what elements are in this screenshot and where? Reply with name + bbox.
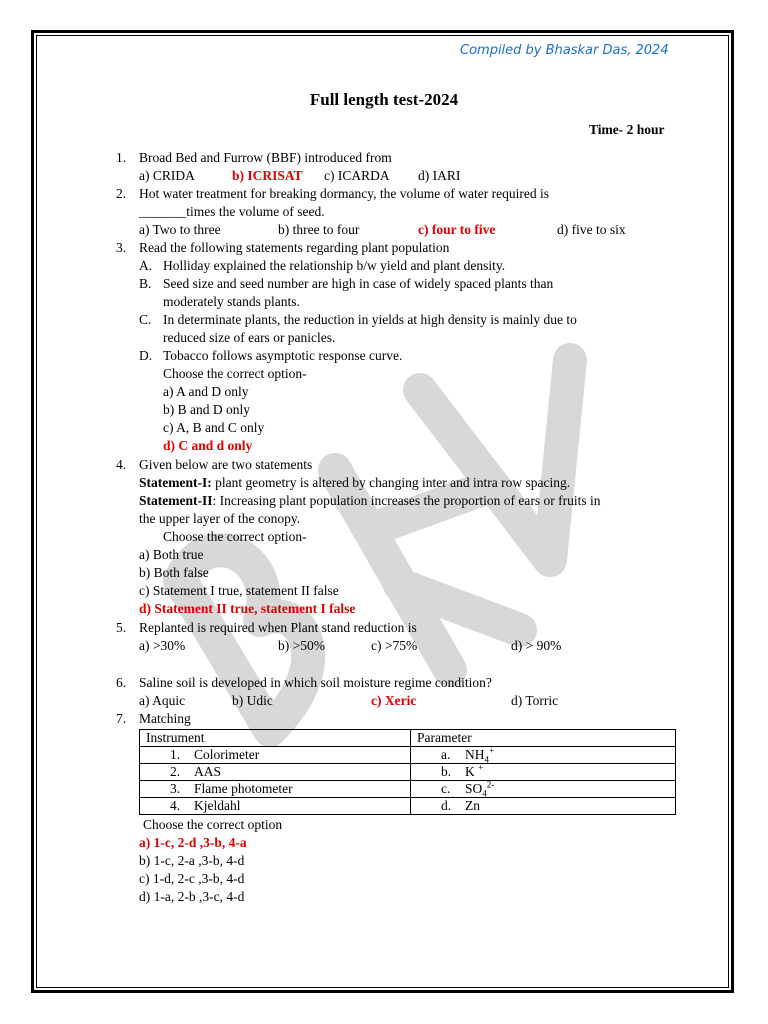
q5-option-c: c) >75% bbox=[371, 638, 418, 653]
matching-table bbox=[139, 729, 676, 815]
q4-statement-2-cont: the upper layer of the conopy. bbox=[139, 511, 301, 526]
q6-number: 6. bbox=[116, 675, 127, 690]
row-number: 3. bbox=[170, 781, 181, 796]
q7-text: Matching bbox=[139, 711, 191, 726]
q6-option-b: b) Udic bbox=[232, 693, 273, 708]
q3-statement-b-1: Seed size and seed number are high in case of widely spaced plants than bbox=[163, 276, 554, 291]
instrument-name: Colorimeter bbox=[194, 747, 260, 762]
q4-number: 4. bbox=[116, 457, 127, 472]
q4-statement-1 bbox=[139, 474, 570, 492]
q4-statement-2 bbox=[139, 492, 601, 510]
q3-statement-a: Holliday explained the relationship b/w yield and plant density. bbox=[163, 258, 506, 273]
q1-option-c: c) ICARDA bbox=[324, 168, 390, 183]
q1-option-b-answer: b) ICRISAT bbox=[232, 168, 303, 183]
parameter-cell bbox=[411, 747, 676, 764]
q2-option-b: b) three to four bbox=[278, 222, 360, 237]
q4-statement-2-label: Statement-II bbox=[139, 493, 213, 508]
q4-option-a: a) Both true bbox=[139, 547, 204, 562]
q3-option-a: a) A and D only bbox=[163, 384, 249, 399]
q7-number: 7. bbox=[116, 711, 127, 726]
q3-statement-a-label: A. bbox=[139, 258, 153, 273]
q3-statement-d: Tobacco follows asymptotic response curve. bbox=[163, 348, 403, 363]
q7-option-c: c) 1-d, 2-c ,3-b, 4-d bbox=[139, 871, 245, 886]
q2-option-c-answer: c) four to five bbox=[418, 222, 496, 237]
q4-text: Given below are two statements bbox=[139, 457, 313, 472]
parameter-name: NH bbox=[465, 747, 485, 762]
instrument-name: Kjeldahl bbox=[194, 798, 241, 813]
q2-text-2: _______times the volume of seed. bbox=[139, 204, 325, 219]
q5-option-d: d) > 90% bbox=[511, 638, 562, 653]
q5-text: Replanted is required when Plant stand reduction is bbox=[139, 620, 417, 635]
row-number: 2. bbox=[170, 764, 181, 779]
row-number: 1. bbox=[170, 747, 181, 762]
parameter-cell bbox=[411, 798, 676, 815]
header-parameter: Parameter bbox=[411, 730, 676, 747]
instrument-cell bbox=[140, 747, 411, 764]
q3-statement-c-2: reduced size of ears or panicles. bbox=[163, 330, 336, 345]
q1-number: 1. bbox=[116, 150, 127, 165]
row-letter: c. bbox=[441, 781, 451, 796]
q4-statement-2-text: : Increasing plant population increases the proportion of ears or fruits in bbox=[212, 493, 601, 508]
q6-option-a: a) Aquic bbox=[139, 693, 186, 708]
q4-option-c: c) Statement I true, statement II false bbox=[139, 583, 339, 598]
q2-option-d: d) five to six bbox=[557, 222, 626, 237]
parameter-sup: + bbox=[489, 745, 495, 756]
instrument-name: AAS bbox=[194, 764, 222, 779]
page-title: Full length test-2024 bbox=[309, 90, 459, 109]
q2-number: 2. bbox=[116, 186, 127, 201]
q7-option-b: b) 1-c, 2-a ,3-b, 4-d bbox=[139, 853, 245, 868]
q3-text: Read the following statements regarding plant population bbox=[139, 240, 450, 255]
row-letter: b. bbox=[441, 764, 452, 779]
q3-option-b: b) B and D only bbox=[163, 402, 250, 417]
q3-statement-c-label: C. bbox=[139, 312, 152, 327]
q5-option-a: a) >30% bbox=[139, 638, 186, 653]
q4-statement-1-text: plant geometry is altered by changing inter and intra row spacing. bbox=[211, 475, 571, 490]
parameter-sub: 4 bbox=[482, 788, 487, 799]
time-label: Time- 2 hour bbox=[589, 122, 665, 137]
q3-statement-d-label: D. bbox=[139, 348, 153, 363]
instrument-cell bbox=[140, 764, 411, 781]
q3-number: 3. bbox=[116, 240, 127, 255]
parameter-sup: 2- bbox=[486, 779, 495, 790]
q3-option-d-answer: d) C and d only bbox=[163, 438, 253, 453]
parameter-name: K bbox=[465, 764, 479, 779]
instrument-cell bbox=[140, 798, 411, 815]
row-letter: a. bbox=[441, 747, 451, 762]
table-row bbox=[140, 747, 676, 764]
q4-choose: Choose the correct option- bbox=[163, 529, 307, 544]
q1-option-a: a) CRIDA bbox=[139, 168, 195, 183]
q2-text-1: Hot water treatment for breaking dormancy, the volume of water required is bbox=[139, 186, 549, 201]
table-row bbox=[140, 764, 676, 781]
q5-number: 5. bbox=[116, 620, 127, 635]
compiled-by: Compiled by Bhaskar Das, 2024 bbox=[460, 43, 669, 58]
parameter-name: SO bbox=[465, 781, 483, 796]
parameter-cell bbox=[411, 781, 676, 798]
table-row bbox=[140, 798, 676, 815]
q6-text: Saline soil is developed in which soil moisture regime condition? bbox=[139, 675, 492, 690]
q1-option-d: d) IARI bbox=[418, 168, 461, 183]
header-instrument: Instrument bbox=[140, 730, 411, 747]
row-letter: d. bbox=[441, 798, 452, 813]
q4-option-b: b) Both false bbox=[139, 565, 209, 580]
q7-option-a-answer: a) 1-c, 2-d ,3-b, 4-a bbox=[139, 835, 247, 850]
q2-option-a: a) Two to three bbox=[139, 222, 221, 237]
parameter-cell bbox=[411, 764, 676, 781]
row-number: 4. bbox=[170, 798, 181, 813]
q7-option-d: d) 1-a, 2-b ,3-c, 4-d bbox=[139, 889, 245, 904]
q6-option-d: d) Torric bbox=[511, 693, 559, 708]
q3-choose: Choose the correct option- bbox=[163, 366, 307, 381]
q7-choose: Choose the correct option bbox=[143, 817, 283, 832]
parameter-sup: + bbox=[478, 762, 484, 773]
q4-option-d-answer: d) Statement II true, statement I false bbox=[139, 601, 356, 616]
parameter-name: Zn bbox=[465, 798, 480, 813]
q4-statement-1-label: Statement-I: bbox=[139, 475, 212, 490]
q1-text: Broad Bed and Furrow (BBF) introduced from bbox=[139, 150, 392, 165]
q3-statement-b-label: B. bbox=[139, 276, 152, 291]
q6-option-c-answer: c) Xeric bbox=[371, 693, 417, 708]
instrument-name: Flame photometer bbox=[194, 781, 293, 796]
q3-option-c: c) A, B and C only bbox=[163, 420, 265, 435]
table-header-row bbox=[140, 730, 676, 747]
table-row bbox=[140, 781, 676, 798]
instrument-cell bbox=[140, 781, 411, 798]
q3-statement-b-2: moderately stands plants. bbox=[163, 294, 300, 309]
q3-statement-c-1: In determinate plants, the reduction in yields at high density is mainly due to bbox=[163, 312, 577, 327]
parameter-sub: 4 bbox=[484, 754, 489, 765]
q5-option-b: b) >50% bbox=[278, 638, 325, 653]
